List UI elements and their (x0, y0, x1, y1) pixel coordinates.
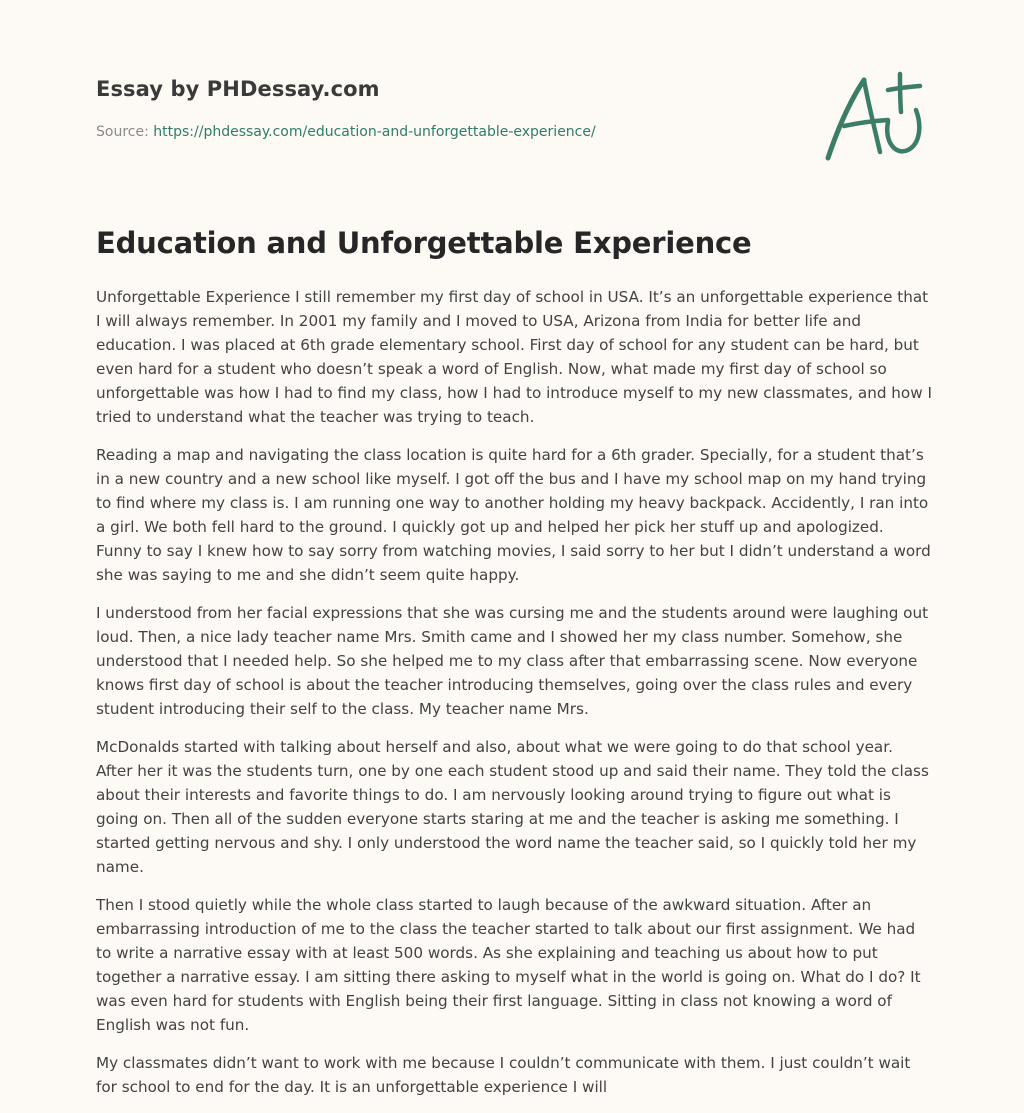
essay-paragraph: Then I stood quietly while the whole class started to laugh because of the awkward situation. After an embarrassing introduction of me to the class the teacher started to talk about our first assignment. We had to write a narrative essay with at least 500 words. As she explaining and teaching us about how to put together a narrative essay. I am sitting there asking to myself what in the world is going on. What do I do? It was even hard for students with English being their first language. Sitting in class not knowing a word of English was not fun. (96, 896, 921, 1034)
essay-title: Education and Unforgettable Experience (96, 226, 752, 260)
essay-paragraph: My classmates didn’t want to work with me because I couldn’t communicate with them. I just couldn’t wait for school to end for the day. It is an unforgettable experience I will (96, 1054, 911, 1096)
essay-paragraph: McDonalds started with talking about herself and also, about what we were going to do that school year. After her it was the students turn, one by one each student stood up and said their name. They told the class about their interests and favorite things to do. I am nervously looking around trying to figure out what is going on. Then all of the sudden everyone starts staring at me and the teacher is asking me something. I started getting nervous and shy. I only understood the word name the teacher said, so I quickly told her my name. (96, 738, 929, 876)
essay-body (96, 285, 932, 1113)
source-link[interactable]: https://phdessay.com/education-and-unforgettable-experience/ (153, 124, 596, 140)
a-plus-grade-icon (822, 68, 932, 166)
site-brand: Essay by PHDessay.com (96, 77, 380, 101)
source-label: Source: (96, 124, 154, 140)
essay-paragraph: Unforgettable Experience I still remember my first day of school in USA. It’s an unforgettable experience that I will always remember. In 2001 my family and I moved to USA, Arizona from India for better life and education. I was placed at 6th grade elementary school. First day of school for any student can be hard, but even hard for a student who doesn’t speak a word of English. Now, what made my first day of school so unforgettable was how I had to find my class, how I had to introduce myself to my new classmates, and how I tried to understand what the teacher was trying to teach. (96, 288, 932, 426)
essay-paragraph: Reading a map and navigating the class location is quite hard for a 6th grader. Specially, for a student that’s in a new country and a new school like myself. I got off the bus and I have my school map on my hand trying to find where my class is. I am running one way to another holding my heavy backpack. Accidently, I ran into a girl. We both fell hard to the ground. I quickly got up and helped her pick her stuff up and apologized. Funny to say I knew how to say sorry from watching movies, I said sorry to her but I didn’t understand a word she was saying to me and she didn’t seem quite happy. (96, 446, 931, 584)
essay-paragraph: I understood from her facial expressions that she was cursing me and the students around were laughing out loud. Then, a nice lady teacher name Mrs. Smith came and I showed her my class number. Somehow, she understood that I needed help. So she helped me to my class after that embarrassing scene. Now everyone knows first day of school is about the teacher introducing themselves, going over the class rules and every student introducing their self to the class. My teacher name Mrs. (96, 604, 929, 718)
source-line (96, 124, 596, 140)
